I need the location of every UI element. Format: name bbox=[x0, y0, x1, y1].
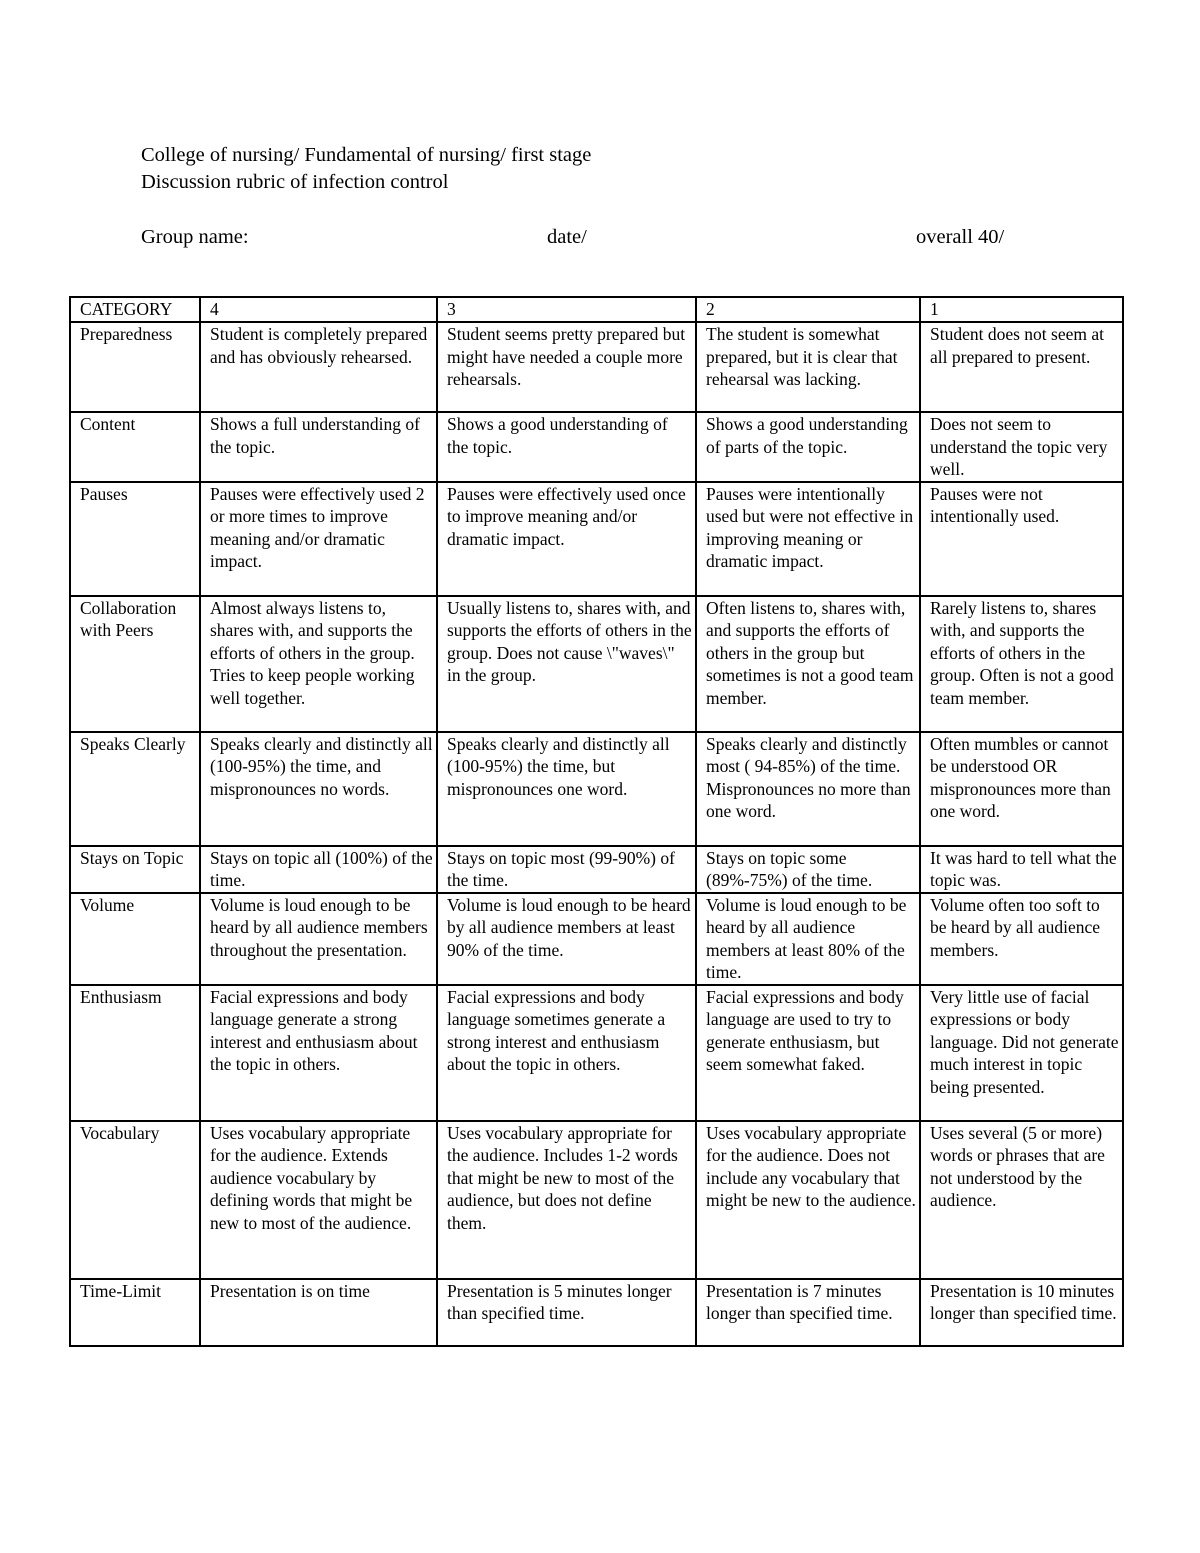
category-cell: Volume bbox=[70, 893, 200, 985]
header-title: College of nursing/ Fundamental of nursing/ first stage bbox=[141, 144, 592, 166]
criteria-cell: The student is somewhat prepared, but it is clear that rehearsal was lacking. bbox=[696, 322, 920, 412]
document-header bbox=[141, 142, 591, 196]
criteria-cell: Often mumbles or cannot be understood OR mispronounces more than one word. bbox=[920, 732, 1123, 846]
rubric-row bbox=[70, 846, 1123, 893]
rubric-row bbox=[70, 893, 1123, 985]
rubric-table bbox=[69, 296, 1124, 1347]
criteria-cell: Facial expressions and body language are used to try to generate enthusiasm, but seem somewhat faked. bbox=[696, 985, 920, 1121]
group-name-label: Group name: bbox=[141, 226, 249, 248]
criteria-cell: Uses several (5 or more) words or phrases that are not understood by the audience. bbox=[920, 1121, 1123, 1279]
category-cell: Stays on Topic bbox=[70, 846, 200, 893]
criteria-cell: Pauses were not intentionally used. bbox=[920, 482, 1123, 596]
criteria-cell: It was hard to tell what the topic was. bbox=[920, 846, 1123, 893]
criteria-cell: Presentation is 10 minutes longer than specified time. bbox=[920, 1279, 1123, 1346]
criteria-cell: Presentation is on time bbox=[200, 1279, 437, 1346]
criteria-cell: Volume is loud enough to be heard by all audience members at least 80% of the time. bbox=[696, 893, 920, 985]
criteria-cell: Very little use of facial expressions or body language. Did not generate much interest in topic being presented. bbox=[920, 985, 1123, 1121]
criteria-cell: Presentation is 5 minutes longer than specified time. bbox=[437, 1279, 696, 1346]
rubric-row bbox=[70, 1121, 1123, 1279]
rubric-row bbox=[70, 412, 1123, 482]
category-cell: Preparedness bbox=[70, 322, 200, 412]
criteria-cell: Speaks clearly and distinctly all (100-95%) the time, but mispronounces one word. bbox=[437, 732, 696, 846]
column-header: 4 bbox=[200, 297, 437, 322]
criteria-cell: Stays on topic all (100%) of the time. bbox=[200, 846, 437, 893]
criteria-cell: Student is completely prepared and has obviously rehearsed. bbox=[200, 322, 437, 412]
criteria-cell: Uses vocabulary appropriate for the audience. Extends audience vocabulary by defining words that might be new to most of the audience. bbox=[200, 1121, 437, 1279]
category-cell: Enthusiasm bbox=[70, 985, 200, 1121]
criteria-cell: Uses vocabulary appropriate for the audience. Does not include any vocabulary that might be new to the audience. bbox=[696, 1121, 920, 1279]
category-cell: Collaboration with Peers bbox=[70, 596, 200, 732]
header-subtitle: Discussion rubric of infection control bbox=[141, 171, 449, 193]
criteria-cell: Rarely listens to, shares with, and supports the efforts of others in the group. Often is not a good team member. bbox=[920, 596, 1123, 732]
rubric-row bbox=[70, 482, 1123, 596]
rubric-row bbox=[70, 596, 1123, 732]
rubric-row bbox=[70, 1279, 1123, 1346]
criteria-cell: Shows a good understanding of parts of the topic. bbox=[696, 412, 920, 482]
criteria-cell: Stays on topic some (89%-75%) of the time. bbox=[696, 846, 920, 893]
criteria-cell: Volume is loud enough to be heard by all audience members throughout the presentation. bbox=[200, 893, 437, 985]
category-cell: Pauses bbox=[70, 482, 200, 596]
criteria-cell: Pauses were intentionally used but were not effective in improving meaning or dramatic impact. bbox=[696, 482, 920, 596]
category-cell: Content bbox=[70, 412, 200, 482]
criteria-cell: Volume often too soft to be heard by all audience members. bbox=[920, 893, 1123, 985]
column-header: 1 bbox=[920, 297, 1123, 322]
criteria-cell: Usually listens to, shares with, and supports the efforts of others in the group. Does not cause \"waves\" in the group. bbox=[437, 596, 696, 732]
criteria-cell: Almost always listens to, shares with, and supports the efforts of others in the group. Tries to keep people working well together. bbox=[200, 596, 437, 732]
criteria-cell: Uses vocabulary appropriate for the audience. Includes 1-2 words that might be new to most of the audience, but does not define them. bbox=[437, 1121, 696, 1279]
category-cell: Speaks Clearly bbox=[70, 732, 200, 846]
rubric-header-row bbox=[70, 297, 1123, 322]
criteria-cell: Student does not seem at all prepared to present. bbox=[920, 322, 1123, 412]
criteria-cell: Speaks clearly and distinctly all (100-95%) the time, and mispronounces no words. bbox=[200, 732, 437, 846]
criteria-cell: Presentation is 7 minutes longer than specified time. bbox=[696, 1279, 920, 1346]
rubric-body bbox=[70, 297, 1123, 1346]
criteria-cell: Speaks clearly and distinctly most ( 94-85%) of the time. Mispronounces no more than one word. bbox=[696, 732, 920, 846]
criteria-cell: Volume is loud enough to be heard by all audience members at least 90% of the time. bbox=[437, 893, 696, 985]
criteria-cell: Shows a good understanding of the topic. bbox=[437, 412, 696, 482]
date-label: date/ bbox=[547, 226, 587, 248]
criteria-cell: Does not seem to understand the topic very well. bbox=[920, 412, 1123, 482]
criteria-cell: Facial expressions and body language sometimes generate a strong interest and enthusiasm about the topic in others. bbox=[437, 985, 696, 1121]
category-cell: Time-Limit bbox=[70, 1279, 200, 1346]
rubric-row bbox=[70, 985, 1123, 1121]
rubric-row bbox=[70, 322, 1123, 412]
category-cell: Vocabulary bbox=[70, 1121, 200, 1279]
criteria-cell: Often listens to, shares with, and supports the efforts of others in the group but sometimes is not a good team member. bbox=[696, 596, 920, 732]
criteria-cell: Pauses were effectively used 2 or more times to improve meaning and/or dramatic impact. bbox=[200, 482, 437, 596]
criteria-cell: Pauses were effectively used once to improve meaning and/or dramatic impact. bbox=[437, 482, 696, 596]
criteria-cell: Facial expressions and body language generate a strong interest and enthusiasm about the topic in others. bbox=[200, 985, 437, 1121]
criteria-cell: Shows a full understanding of the topic. bbox=[200, 412, 437, 482]
rubric-row bbox=[70, 732, 1123, 846]
column-header: 3 bbox=[437, 297, 696, 322]
overall-score-label: overall 40/ bbox=[916, 226, 1005, 248]
column-header: CATEGORY bbox=[70, 297, 200, 322]
criteria-cell: Student seems pretty prepared but might have needed a couple more rehearsals. bbox=[437, 322, 696, 412]
criteria-cell: Stays on topic most (99-90%) of the time. bbox=[437, 846, 696, 893]
column-header: 2 bbox=[696, 297, 920, 322]
